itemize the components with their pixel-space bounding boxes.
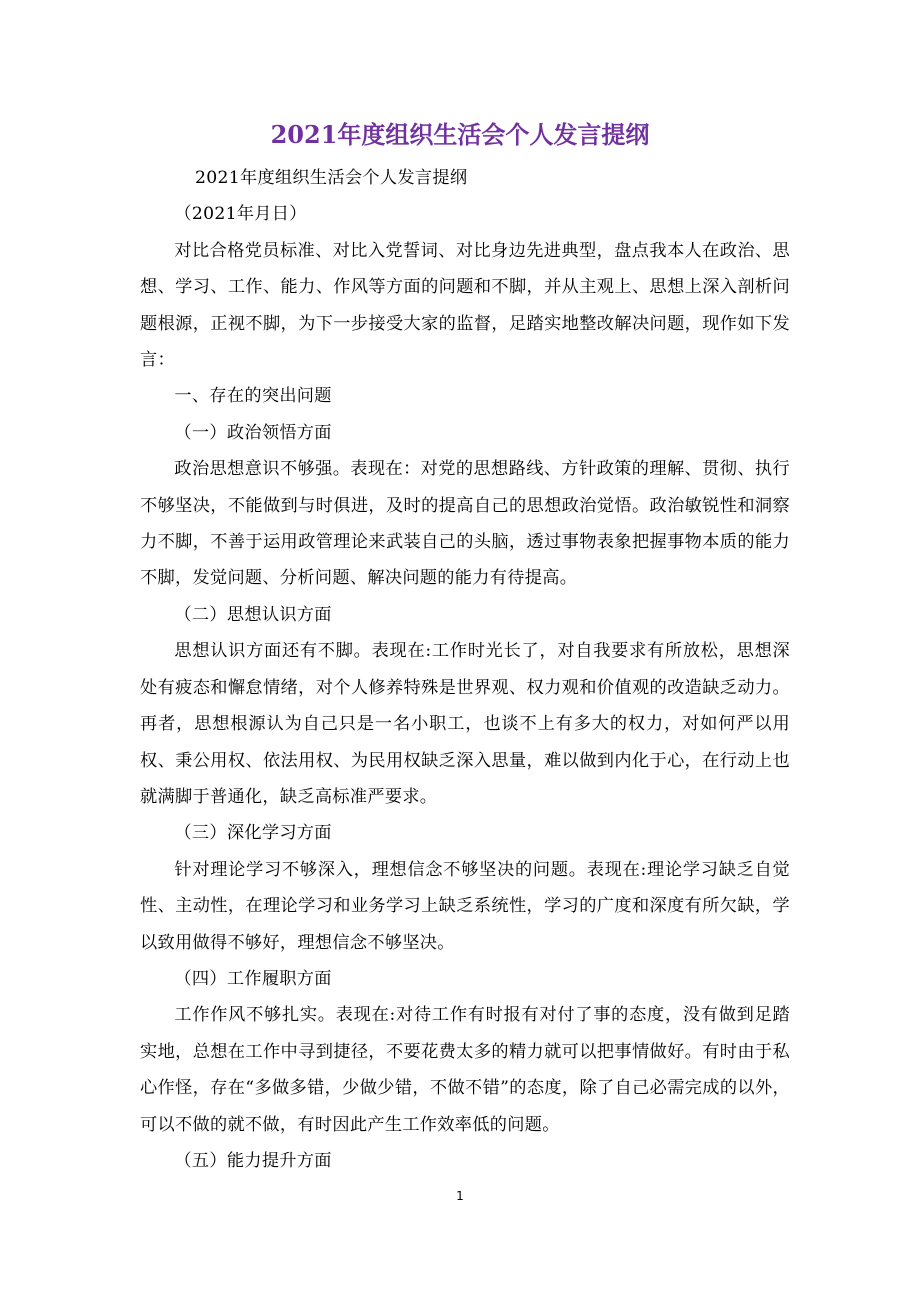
item-heading-thought: （二）思想认识方面 [174,604,332,625]
item-heading-study: （三）深化学习方面 [174,823,332,844]
document-body [140,160,790,1179]
item-heading-political: （一）政治领悟方面 [174,422,332,443]
item-body-study: 针对理论学习不够深入，理想信念不够坚决的问题。表现在:理论学习缺乏自觉性、主动性，在理论学习和业务学习上缺乏系统性，学习的广度和深度有所欠缺，学以致用做得不够好，理想信念不够坚决。 [140,859,790,953]
item-heading-ability: （五）能力提升方面 [174,1150,332,1171]
item-body-political: 政治思想意识不够强。表现在：对党的思想路线、方针政策的理解、贯彻、执行不够坚决，不能做到与时俱进，及时的提高自己的思想政治觉悟。政治敏锐性和洞察力不脚，不善于运用政管理论来武装自己的头脑，透过事物表象把握事物本质的能力不脚，发觉问题、分析问题、解决问题的能力有待提高。 [140,459,790,589]
item-heading-work: （四）工作履职方面 [174,968,332,989]
intro-paragraph: 对比合格党员标准、对比入党誓词、对比身边先进典型，盘点我本人在政治、思想、学习、工作、能力、作风等方面的问题和不脚，并从主观上、思想上深入剖析问题根源，正视不脚，为下一步接受大家的监督，足踏实地整改解决问题，现作如下发言： [140,240,790,371]
page-number: 1 [456,1189,464,1203]
subtitle: 2021年度组织生活会个人发言提纲 [195,168,468,188]
item-body-thought: 思想认识方面还有不脚。表现在:工作时光长了，对自我要求有所放松，思想深处有疲态和懈怠情绪，对个人修养特殊是世界观、权力观和价值观的改造缺乏动力。再者，思想根源认为自己只是一名小职工，也谈不上有多大的权力，对如何严以用权、秉公用权、依法用权、为民用权缺乏深入思量，难以做到内化于心，在行动上也就满脚于普通化，缺乏高标准严要求。 [140,641,790,807]
date-line: （2021年月日） [174,204,307,225]
section-heading-1: 一、存在的突出问题 [174,386,332,407]
document-title: 2021年度组织生活会个人发言提纲 [270,120,650,149]
item-body-work: 工作作风不够扎实。表现在:对待工作有时报有对付了事的态度，没有做到足踏实地，总想在工作中寻到捷径，不要花费太多的精力就可以把事情做好。有时由于私心作怪，存在“多做多错，少做少错，不做不错”的态度，除了自己必需完成的以外，可以不做的就不做，有时因此产生工作效率低的问题。 [140,1005,790,1135]
